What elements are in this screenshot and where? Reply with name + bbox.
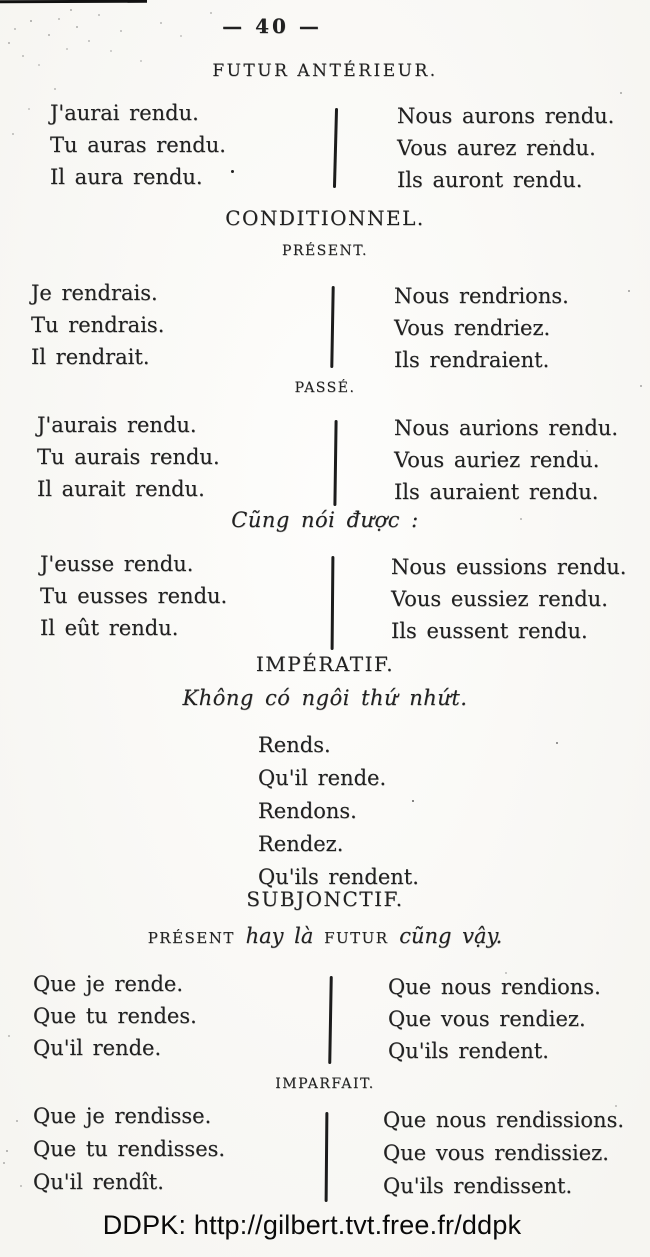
subtitle-caps-futur: FUTUR [324,929,389,947]
column-plural [383,1104,624,1203]
conjugation-line: Ils auraient rendu. [394,480,599,504]
column-singular [33,968,197,1064]
column-plural [388,971,601,1067]
column-plural [391,551,626,647]
conjugation-block-conditionnel-passe [0,409,650,509]
conjugation-block-subjonctif-imparfait [0,1100,650,1204]
conjugation-line: Tu auras rendu. [50,133,226,157]
conjugation-line: Qu'il rendît. [33,1170,164,1194]
subtitle-italic-hay-la: hay là [234,924,325,948]
conjugation-line: Vous aurez rendu. [397,136,596,160]
conjugation-line: Nous aurons rendu. [397,104,615,128]
section-title-conditionnel: CONDITIONNEL. [225,206,425,230]
page-number: — 40 — [222,14,322,38]
conjugation-line: Il eût rendu. [40,616,179,640]
scan-artifact-streak [0,0,147,3]
subsection-title-imparfait: IMPARFAIT. [275,1076,375,1092]
conjugation-line: Nous aurions rendu. [394,416,619,440]
conjugation-line: Qu'il rende. [33,1036,162,1060]
conjugation-block-subjonctif-present [0,968,650,1068]
conjugation-line: Qu'ils rendent. [258,865,419,889]
column-divider-rule [328,976,333,1064]
conjugation-line: Que tu rendisses. [33,1137,226,1161]
conjugation-line: Que nous rendissions. [383,1108,625,1132]
section-title-futur-anterieur: FUTUR ANTÉRIEUR. [212,61,438,81]
conjugation-block-conditionnel-passe-2e-forme [0,548,650,648]
conjugation-line: Ils eussent rendu. [391,619,588,643]
column-singular [37,409,220,505]
conjugation-line: Vous eussiez rendu. [391,587,608,611]
conjugation-line: Ils auront rendu. [397,168,583,192]
conjugation-line: J'eusse rendu. [40,552,194,576]
conjugation-line: J'aurais rendu. [37,413,197,437]
conjugation-line: Je rendrais. [31,281,158,305]
conjugation-line: Que je rende. [33,972,183,996]
conjugation-block-futur-anterieur [0,97,650,197]
column-divider-rule [333,420,337,506]
column-divider-rule [331,556,335,650]
column-plural [394,280,569,376]
conjugation-line: Que vous rendiez. [388,1007,586,1031]
conjugation-line: Nous eussions rendu. [391,555,627,579]
conjugation-line: Qu'ils rendissent. [383,1174,573,1198]
conjugation-line: Il aura rendu. [50,165,203,189]
conjugation-line: Tu aurais rendu. [37,445,220,469]
column-singular [33,1100,225,1199]
conjugation-line: Ils rendraient. [394,348,550,372]
column-singular [31,277,164,373]
conjugation-line: Nous rendrions. [394,284,569,308]
conjugation-line: Que vous rendissiez. [383,1141,609,1165]
subsection-title-subjonctif-present [0,924,650,948]
column-singular [50,97,226,193]
conjugation-line: Qu'il rende. [258,766,387,790]
column-divider-rule [325,1112,329,1202]
column-divider-rule [333,108,338,188]
conjugation-line: Tu eusses rendu. [40,584,228,608]
conjugation-line: Rends. [258,733,331,757]
scan-noise-speckles [0,0,2,2]
subtitle-italic-cung-vay: cũng vậy. [388,924,503,948]
column-singular [40,548,227,644]
section-title-imperatif: IMPÉRATIF. [255,652,395,676]
conjugation-line: J'aurai rendu. [50,101,199,125]
conjugation-line: Vous auriez rendu. [394,448,600,472]
section-title-subjonctif: SUBJONCTIF. [246,887,404,911]
conjugation-block-conditionnel-present [0,277,650,377]
subsection-title-passe: PASSÉ. [294,380,356,396]
footer-source-url: DDPK: http://gilbert.tvt.free.fr/ddpk [102,1210,522,1240]
conjugation-line: Tu rendrais. [31,313,165,337]
vietnamese-note-alternative: Cũng nói được : [231,508,419,532]
conjugation-line: Que je rendisse. [33,1104,212,1128]
conjugation-line: Que nous rendions. [388,975,601,999]
conjugation-line: Rendez. [258,832,344,856]
subtitle-caps-present: PRÉSENT [147,929,235,947]
vietnamese-note-no-first-person: Không có ngôi thứ nhứt. [182,686,468,710]
column-plural [397,100,614,196]
column-divider-rule [330,286,334,368]
conjugation-line: Il aurait rendu. [37,477,205,501]
conjugation-line: Qu'ils rendent. [388,1039,549,1063]
conjugation-line: Que tu rendes. [33,1004,197,1028]
column-plural [394,412,618,508]
conjugation-line: Rendons. [258,799,357,823]
subsection-title-present: PRÉSENT. [282,243,368,259]
conjugation-block-imperatif [258,729,419,894]
conjugation-line: Vous rendriez. [394,316,551,340]
conjugation-line: Il rendrait. [31,345,150,369]
